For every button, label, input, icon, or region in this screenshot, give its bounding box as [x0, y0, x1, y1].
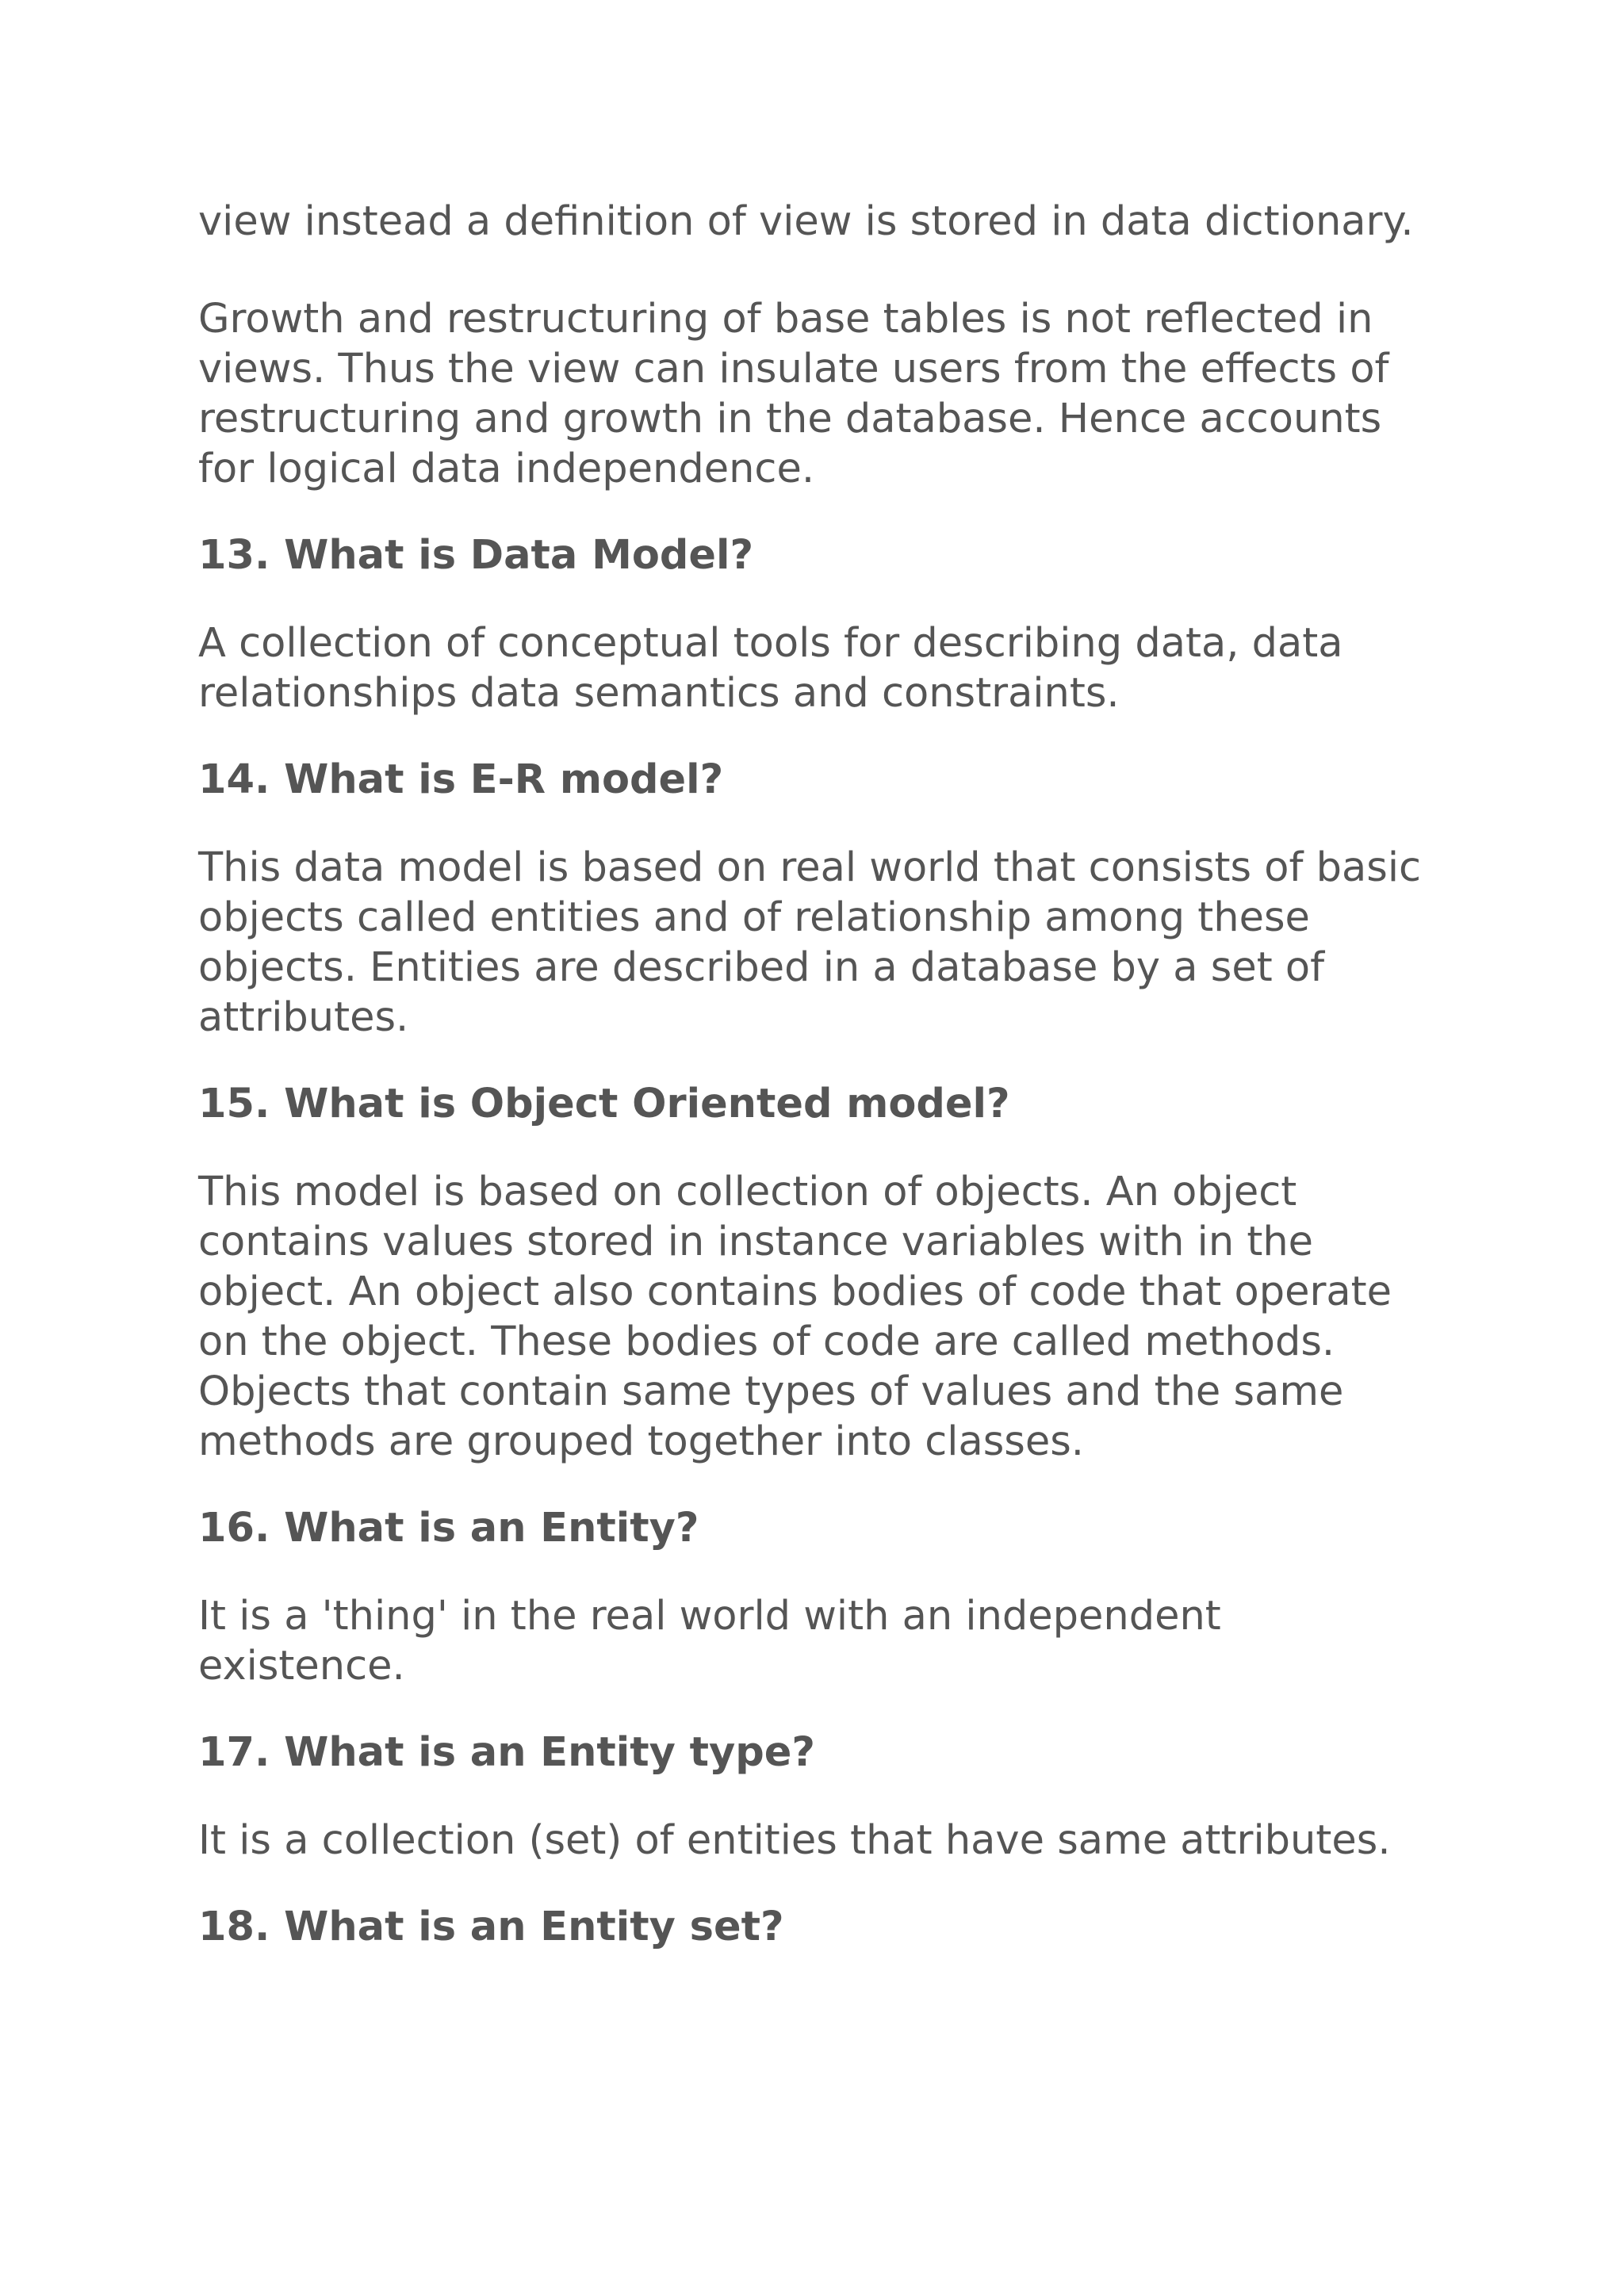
heading-q13: 13. What is Data Model?: [198, 532, 754, 579]
heading-q17: 17. What is an Entity type?: [198, 1729, 815, 1776]
heading-q15: 15. What is Object Oriented model?: [198, 1081, 1010, 1127]
answer-q13: A collection of conceptual tools for describing data, data relationships data semantics and constraints.: [198, 620, 1343, 717]
document-body: [198, 197, 1435, 1952]
answer-q16: It is a 'thing' in the real world with an independent existence.: [198, 1593, 1221, 1689]
answer-q14: This data model is based on real world that consists of basic objects called entities and of relationship among these objects. Entities are described in a database by a set of attributes.: [198, 844, 1422, 1041]
paragraph-view-definition: view instead a definition of view is stored in data dictionary.: [198, 198, 1414, 245]
heading-q18: 18. What is an Entity set?: [198, 1904, 784, 1950]
answer-q17: It is a collection (set) of entities that have same attributes.: [198, 1817, 1391, 1864]
paragraph-logical-independence: Growth and restructuring of base tables is not reflected in views. Thus the view can insulate users from the effects of restructuring and growth in the database. Hence accounts for logical data independence.: [198, 296, 1389, 492]
heading-q14: 14. What is E-R model?: [198, 756, 724, 803]
answer-q15: This model is based on collection of objects. An object contains values stored in instance variables with in the object. An object also contains bodies of code that operate on the object. These bodies of code are called methods. Objects that contain same types of values and the same methods are grouped together into classes.: [198, 1169, 1392, 1465]
heading-q16: 16. What is an Entity?: [198, 1505, 699, 1552]
